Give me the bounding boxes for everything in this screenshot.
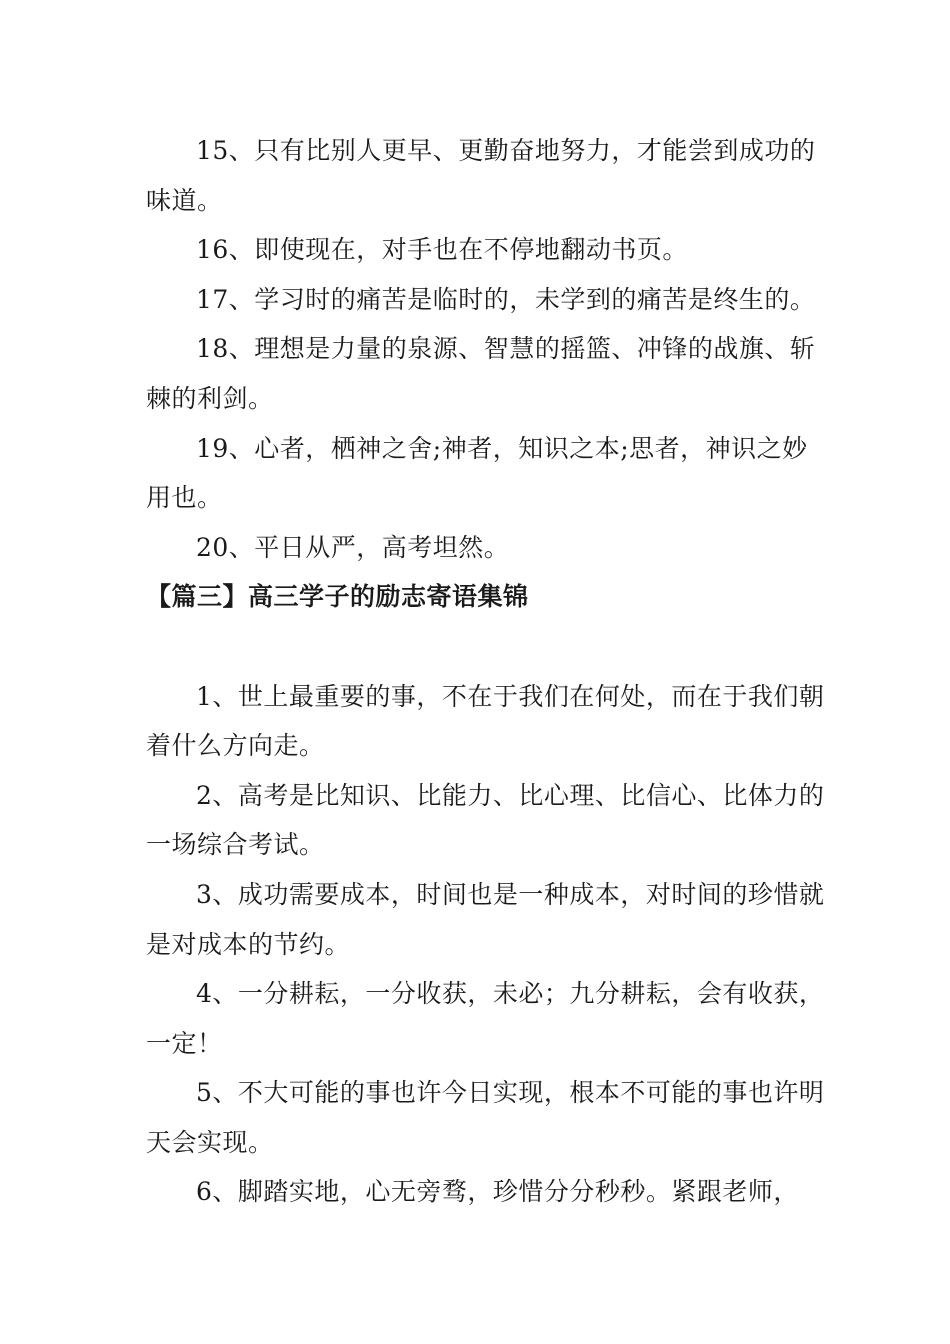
paragraph-1: 1、世上最重要的事，不在于我们在何处，而在于我们朝着什么方向走。 — [146, 681, 825, 761]
paragraph-16: 16、即使现在，对手也在不停地翻动书页。 — [196, 235, 688, 265]
document-body — [146, 126, 826, 1217]
paragraph-3: 3、成功需要成本，时间也是一种成本，对时间的珍惜就是对成本的节约。 — [146, 879, 825, 959]
section-heading: 【篇三】高三学子的励志寄语集锦 — [146, 582, 529, 612]
blank-line — [146, 622, 826, 672]
paragraph-19: 19、心者，栖神之舍;神者，知识之本;思者，神识之妙用也。 — [146, 433, 808, 513]
paragraph-17: 17、学习时的痛苦是临时的，未学到的痛苦是终生的。 — [196, 284, 816, 314]
paragraph-2: 2、高考是比知识、比能力、比心理、比信心、比体力的一场综合考试。 — [146, 780, 825, 860]
paragraph-15: 15、只有比别人更早、更勤奋地努力，才能尝到成功的味道。 — [146, 136, 816, 215]
paragraph-6: 6、脚踏实地，心无旁骛，珍惜分分秒秒。紧跟老师， — [196, 1177, 799, 1207]
paragraph-4: 4、一分耕耘，一分收获，未必；九分耕耘，会有收获，一定！ — [146, 979, 825, 1058]
paragraph-20: 20、平日从严，高考坦然。 — [196, 532, 510, 562]
paragraph-5: 5、不大可能的事也许今日实现，根本不可能的事也许明天会实现。 — [146, 1078, 825, 1157]
paragraph-18: 18、理想是力量的泉源、智慧的摇篮、冲锋的战旗、斩棘的利剑。 — [146, 334, 816, 413]
